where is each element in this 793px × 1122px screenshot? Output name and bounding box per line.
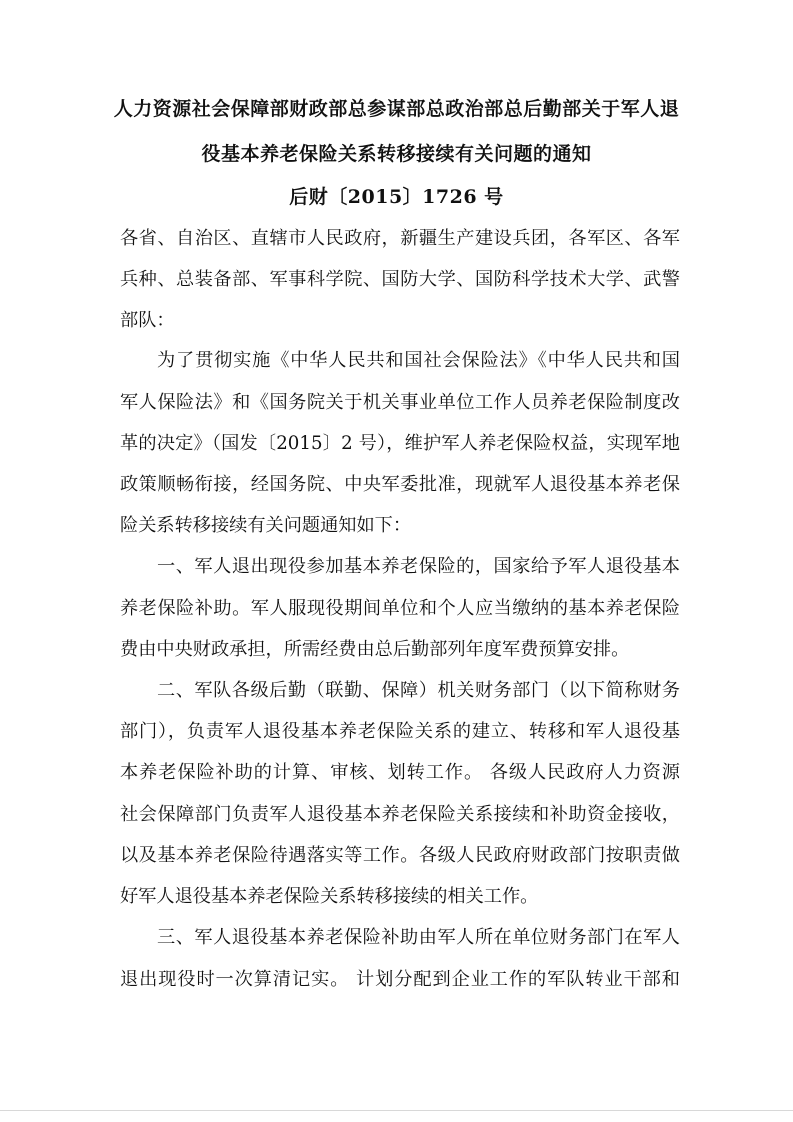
addressee-line: 兵种、总装备部、军事科学院、国防大学、国防科学技术大学、武警 xyxy=(120,269,680,290)
paragraph-line: 本养老保险补助的计算、审核、划转工作。 各级人民政府人力资源 xyxy=(120,762,680,783)
paragraph-line: 好军人退役基本养老保险关系转移接续的相关工作。 xyxy=(120,886,539,907)
paragraph-line: 退出现役时一次算清记实。 计划分配到企业工作的军队转业干部和 xyxy=(120,969,680,990)
paragraph-line: 为了贯彻实施《中华人民共和国社会保险法》《中华人民共和国 xyxy=(157,350,680,371)
paragraph-line: 费由中央财政承担，所需经费由总后勤部列年度军费预算安排。 xyxy=(120,639,630,660)
document-title-line-2: 役基本养老保险关系转移接续有关问题的通知 xyxy=(201,143,592,165)
paragraph-line: 部门），负责军人退役基本养老保险关系的建立、转移和军人退役基 xyxy=(120,721,680,742)
paragraph-line: 二、军队各级后勤（联勤、保障）机关财务部门（以下简称财务 xyxy=(157,680,680,701)
addressee-line: 部队： xyxy=(120,310,175,331)
paragraph-line: 社会保障部门负责军人退役基本养老保险关系接续和补助资金接收， xyxy=(120,804,680,825)
document-number: 后财〔2015〕1726 号 xyxy=(289,186,504,208)
page-bottom-divider xyxy=(0,1110,793,1111)
paragraph-line: 三、军人退役基本养老保险补助由军人所在单位财务部门在军人 xyxy=(157,927,680,948)
paragraph-line: 险关系转移接续有关问题通知如下： xyxy=(120,515,412,536)
paragraph-line: 以及基本养老保险待遇落实等工作。各级人民政府财政部门按职责做 xyxy=(120,845,680,866)
paragraph-line: 一、军人退出现役参加基本养老保险的，国家给予军人退役基本 xyxy=(157,556,680,577)
paragraph-line: 军人保险法》和《国务院关于机关事业单位工作人员养老保险制度改 xyxy=(120,392,680,413)
paragraph-line: 养老保险补助。军人服现役期间单位和个人应当缴纳的基本养老保险 xyxy=(120,598,680,619)
paragraph-line: 政策顺畅衔接，经国务院、中央军委批准，现就军人退役基本养老保 xyxy=(120,474,680,495)
document-title-line-1: 人力资源社会保障部财政部总参谋部总政治部总后勤部关于军人退 xyxy=(113,98,680,120)
addressee-line: 各省、自治区、直辖市人民政府，新疆生产建设兵团，各军区、各军 xyxy=(120,228,680,249)
paragraph-line: 革的决定》（国发〔2015〕2 号），维护军人养老保险权益，实现军地 xyxy=(120,433,680,454)
